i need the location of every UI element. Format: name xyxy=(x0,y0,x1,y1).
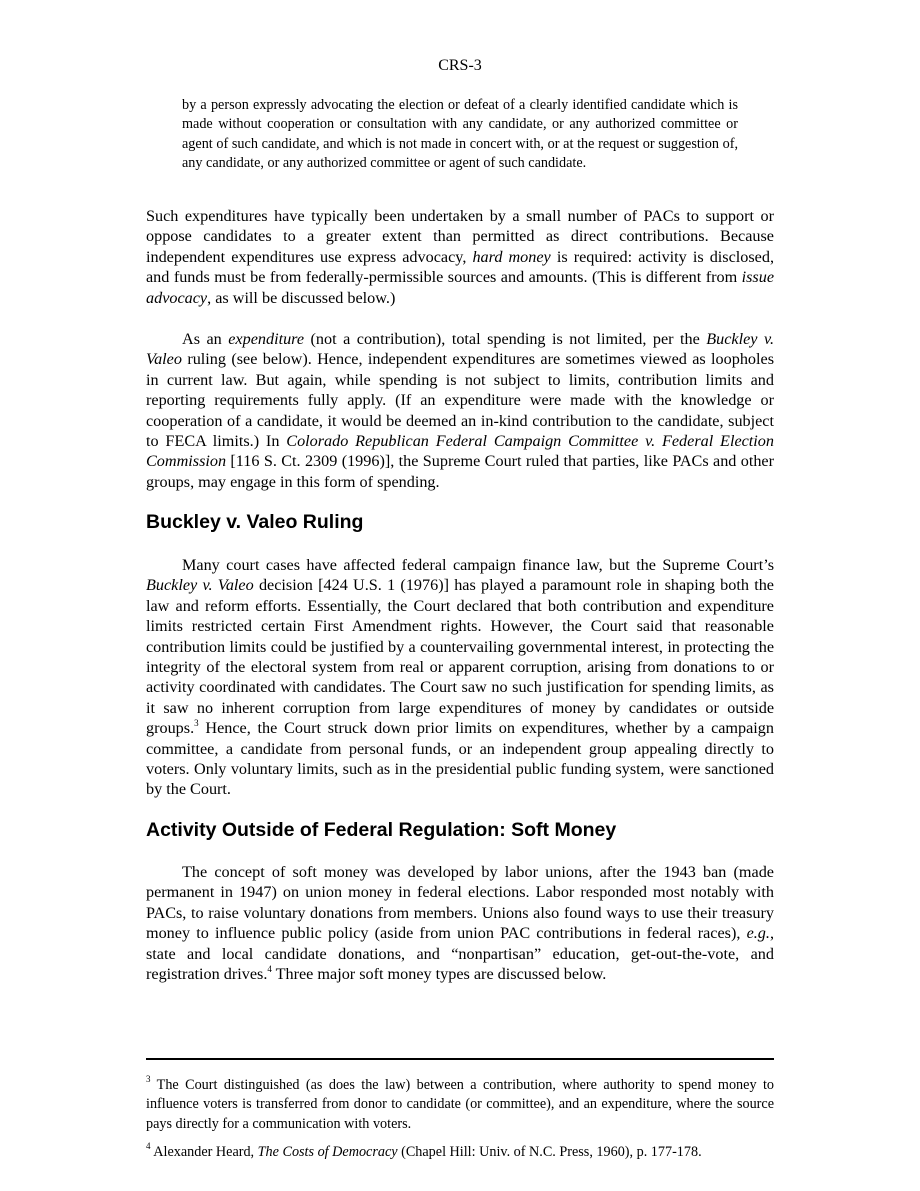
footnote-number: 3 xyxy=(146,1074,151,1085)
italic-case-name: Colorado Republican Federal Campaign Committee v. Federal Election Commission xyxy=(146,432,774,471)
section-heading-soft-money: Activity Outside of Federal Regulation: Soft Money xyxy=(146,819,617,841)
text-run: Hence, the Court struck down prior limits on expenditures, whether by a campaign committee, a candidate from personal funds, or an independent group appealing directly to voters. Only voluntary limits, such as in the presidential public funding system, were sanctioned by the Court. xyxy=(146,719,774,799)
section-heading-buckley: Buckley v. Valeo Ruling xyxy=(146,511,364,533)
footnote-number: 4 xyxy=(146,1141,151,1152)
italic-term: expenditure xyxy=(228,330,305,348)
footnote-divider xyxy=(146,1058,774,1060)
footnote-4 xyxy=(146,1143,774,1162)
page-header: CRS-3 xyxy=(438,57,482,74)
footnote-ref-4: 4 xyxy=(267,963,272,974)
statutory-quote: by a person expressly advocating the election or defeat of a clearly identified candidate which is made without cooperation or consultation with any candidate, or any authorized committee or agent of such candidate, and which is not made in concert with, or at the request or suggestion of, any candidate, or any authorized committee or agent of such candidate. xyxy=(182,97,738,171)
footnote-3 xyxy=(146,1076,774,1134)
italic-case-name: Buckley v. Valeo xyxy=(146,330,774,369)
italic-term: issue advocacy xyxy=(146,268,774,307)
text-run: decision [424 U.S. 1 (1976)] has played a paramount role in shaping both the law and reform efforts. Essentially, the Court declared that both contribution and expenditure limits restricted certain First Amendment rights. However, the Court said that reasonable contribution limits could be justified by a countervailing governmental interest, in protecting the integrity of the electoral system from real or apparent corruption, arising from donations to or activity coordinated with candidates. The Court saw no such justification for spending limits, as it saw no inherent corruption from large expenditures of money by candidates or outside groups. xyxy=(146,576,774,738)
text-run: Many court cases have affected federal campaign finance law, but the Supreme Court’s xyxy=(182,556,774,574)
italic-term: e.g. xyxy=(746,924,770,943)
text-run: Such expenditures have typically been undertaken by a small number of PACs to support or oppose candidates to a greater extent than permitted as direct contributions. Because independent expenditures use express advocacy, xyxy=(146,207,774,266)
text-run: Three major soft money types are discussed below. xyxy=(271,965,607,984)
footnote-text: Alexander Heard, xyxy=(150,1144,258,1160)
paragraph-independent-expenditures xyxy=(146,206,774,308)
text-run: ruling (see below). Hence, independent expenditures are sometimes viewed as loopholes in current law. But again, while spending is not subject to limits, contribution limits and reporting requirements fully apply. (If an expenditure were made with the knowledge or cooperation of a candidate, it would be deemed an in-kind contribution to the candidate, subject to FECA limits.) In xyxy=(146,350,774,451)
paragraph-expenditure-limits xyxy=(146,329,774,492)
paragraph-soft-money xyxy=(146,862,774,984)
footnote-ref-3: 3 xyxy=(194,717,199,728)
paragraph-buckley-ruling xyxy=(146,555,774,800)
text-run: The concept of soft money was developed by labor unions, after the 1943 ban (made permanent in 1947) on union money in federal elections. Labor responded most notably with PACs, to raise voluntary donations from members. Unions also found ways to use their treasury money to influence public policy (aside from union PAC contributions in federal races), xyxy=(146,863,774,943)
footnote-text: (Chapel Hill: Univ. of N.C. Press, 1960), p. 177-178. xyxy=(397,1144,702,1160)
text-run: is required: activity is disclosed, and funds must be from federally-permissible sources and amounts. (This is different from xyxy=(146,247,774,287)
italic-case-name: Buckley v. Valeo xyxy=(146,576,254,595)
text-run: (not a contribution), total spending is not limited, per the xyxy=(304,330,707,348)
text-run: , state and local candidate donations, and “nonpartisan” education, get-out-the-vote, and registration drives. xyxy=(146,924,774,984)
text-run: [116 S. Ct. 2309 (1996)], the Supreme Court ruled that parties, like PACs and other groups, may engage in this form of spending. xyxy=(146,452,774,491)
italic-book-title: The Costs of Democracy xyxy=(257,1144,398,1160)
footnote-text: The Court distinguished (as does the law) between a contribution, where authority to spend money to influence voters is transferred from donor to candidate (or committee), and an expenditure, where the source pays directly for a communication with voters. xyxy=(146,1077,774,1132)
italic-term: hard money xyxy=(472,247,551,266)
text-run: As an xyxy=(182,330,229,348)
text-run: , as will be discussed below.) xyxy=(207,288,396,307)
